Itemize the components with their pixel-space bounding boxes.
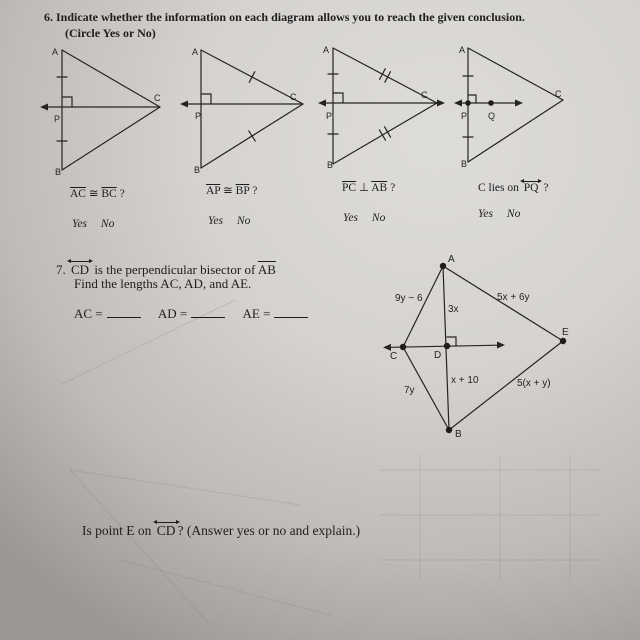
choice-no: No <box>236 215 251 227</box>
label-b: B <box>194 165 201 175</box>
segment-bc <box>333 103 437 164</box>
label-a: A <box>459 45 466 55</box>
point-e <box>560 338 566 344</box>
label-c: C <box>421 90 428 100</box>
relation-symbol: ⊥ <box>358 182 369 194</box>
segment-symbol: $\overline{AP}$ <box>206 185 221 197</box>
conclusion-3 <box>342 183 395 195</box>
segment-symbol: $\overline{AB}$ <box>371 182 388 194</box>
bleed-through <box>60 300 600 625</box>
answer-label: AE = <box>242 306 271 321</box>
answer-label: AD = <box>157 306 188 321</box>
arrowhead-right <box>437 100 445 107</box>
label-p: P <box>461 111 468 121</box>
arrowhead-right <box>497 342 505 349</box>
choice-no: No <box>100 218 115 230</box>
answer-label: AC = <box>74 306 103 321</box>
arrowhead-left <box>383 344 391 351</box>
question-mark: ? <box>252 185 258 197</box>
problem-number: 7. <box>56 262 66 277</box>
label-e: E <box>562 327 569 338</box>
choice-no: No <box>371 212 386 224</box>
choice-yes: Yes <box>478 208 493 220</box>
answer-ae <box>243 307 309 320</box>
choice-yes: Yes <box>343 212 358 224</box>
label-p: P <box>195 111 202 121</box>
double-tick-mark <box>379 130 385 140</box>
answer-ad <box>158 307 225 320</box>
label-a: A <box>192 47 199 57</box>
label-c: C <box>390 351 398 362</box>
problem-6-note: (Circle Yes or No) <box>65 26 156 40</box>
segment-bc <box>468 100 563 162</box>
point-q <box>488 100 494 106</box>
choices-3 <box>343 213 385 225</box>
diagram-2 <box>180 47 303 175</box>
point-b <box>446 427 452 433</box>
label-c: C <box>154 93 161 103</box>
choice-yes: Yes <box>72 218 87 230</box>
double-tick-mark <box>385 72 391 83</box>
right-angle-mark <box>333 93 343 103</box>
relation-symbol: ≅ <box>88 188 99 200</box>
arrowhead-left <box>454 100 462 107</box>
choice-yes: Yes <box>208 215 223 227</box>
diagram-7 <box>383 254 569 440</box>
label-q: Q <box>488 111 496 121</box>
followup-prefix: Is point E on <box>82 523 152 538</box>
segment-bc <box>62 107 160 170</box>
tick-mark <box>249 72 255 83</box>
diagram-1 <box>40 47 161 177</box>
diagram-3 <box>318 45 445 170</box>
statement-text: is the perpendicular bisector of <box>94 262 256 277</box>
conclusion-4 <box>478 181 548 195</box>
bleed-through-line <box>70 470 210 625</box>
label-a: A <box>448 254 455 265</box>
label-a: A <box>323 45 330 55</box>
followup-suffix: ? (Answer yes or no and explain.) <box>177 523 361 538</box>
right-angle-mark <box>62 97 72 107</box>
double-tick-mark <box>380 69 386 80</box>
tick-mark <box>249 131 255 141</box>
length-cb-label: 7y <box>404 385 415 396</box>
problem-instruction: Indicate whether the information on each diagram allows you to reach the given conclusion. <box>56 10 525 24</box>
segment-ac <box>62 50 160 107</box>
problem-7-task: Find the lengths AC, AD, and AE. <box>74 276 252 291</box>
problem-7-statement <box>56 261 276 276</box>
line-symbol: CD <box>156 523 176 538</box>
segment-symbol: $\overline{AC}$ <box>70 188 86 200</box>
question-mark: ? <box>119 188 125 200</box>
answer-ac <box>74 307 141 320</box>
segment-symbol: $\overline{PC}$ <box>342 182 357 194</box>
choices-1 <box>72 219 114 231</box>
conclusion-1 <box>70 189 125 201</box>
label-b: B <box>327 160 334 170</box>
right-angle-mark <box>201 94 211 104</box>
length-eb-label: 5(x + y) <box>517 378 551 389</box>
label-p: P <box>54 114 61 124</box>
question-mark: ? <box>543 182 549 194</box>
point-p <box>465 100 471 106</box>
problem-6-heading <box>44 11 525 23</box>
arrowhead-left <box>40 104 48 111</box>
conclusion-2 <box>206 186 257 198</box>
segment-symbol: $\overline{BC}$ <box>101 188 117 200</box>
bleed-through-line <box>70 470 300 505</box>
arrowhead-left <box>318 100 326 107</box>
line-symbol: PQ <box>523 182 539 194</box>
choices-4 <box>478 209 520 221</box>
bleed-through-line <box>120 560 330 615</box>
label-c: C <box>290 92 297 102</box>
length-ae-label: 5x + 6y <box>497 292 530 303</box>
diagram-4 <box>454 45 563 169</box>
answer-row <box>74 307 322 320</box>
length-ad-label: 3x <box>448 304 459 315</box>
question-mark: ? <box>390 182 396 194</box>
length-ac-label: 9y − 6 <box>395 293 423 304</box>
length-db-label: x + 10 <box>451 375 479 386</box>
double-tick-mark <box>385 127 391 137</box>
label-b: B <box>461 159 468 169</box>
segment-ae <box>443 266 563 341</box>
label-b: B <box>455 429 462 440</box>
segment-symbol: $\overline{AB}$ <box>257 262 276 277</box>
followup-question <box>82 522 360 538</box>
answer-blank <box>191 317 225 318</box>
choice-no: No <box>506 208 521 220</box>
segment-symbol: $\overline{BP}$ <box>235 185 250 197</box>
relation-symbol: ≅ <box>223 185 233 197</box>
segment-ac <box>468 48 563 100</box>
answer-blank <box>107 317 141 318</box>
point-a <box>440 263 446 269</box>
arrowhead-left <box>180 101 188 108</box>
label-c: C <box>555 89 562 99</box>
problem-number: 6. <box>44 10 53 24</box>
point-c <box>400 344 406 350</box>
choices-2 <box>208 216 250 228</box>
label-b: B <box>55 167 62 177</box>
line-symbol: CD <box>71 262 90 277</box>
label-a: A <box>52 47 59 57</box>
segment-ac <box>403 266 443 347</box>
label-d: D <box>434 350 442 361</box>
conclusion-prefix: C lies on <box>478 182 519 194</box>
label-p: P <box>326 111 333 121</box>
arrowhead-right <box>515 100 523 107</box>
answer-blank <box>274 317 308 318</box>
point-d <box>444 343 450 349</box>
